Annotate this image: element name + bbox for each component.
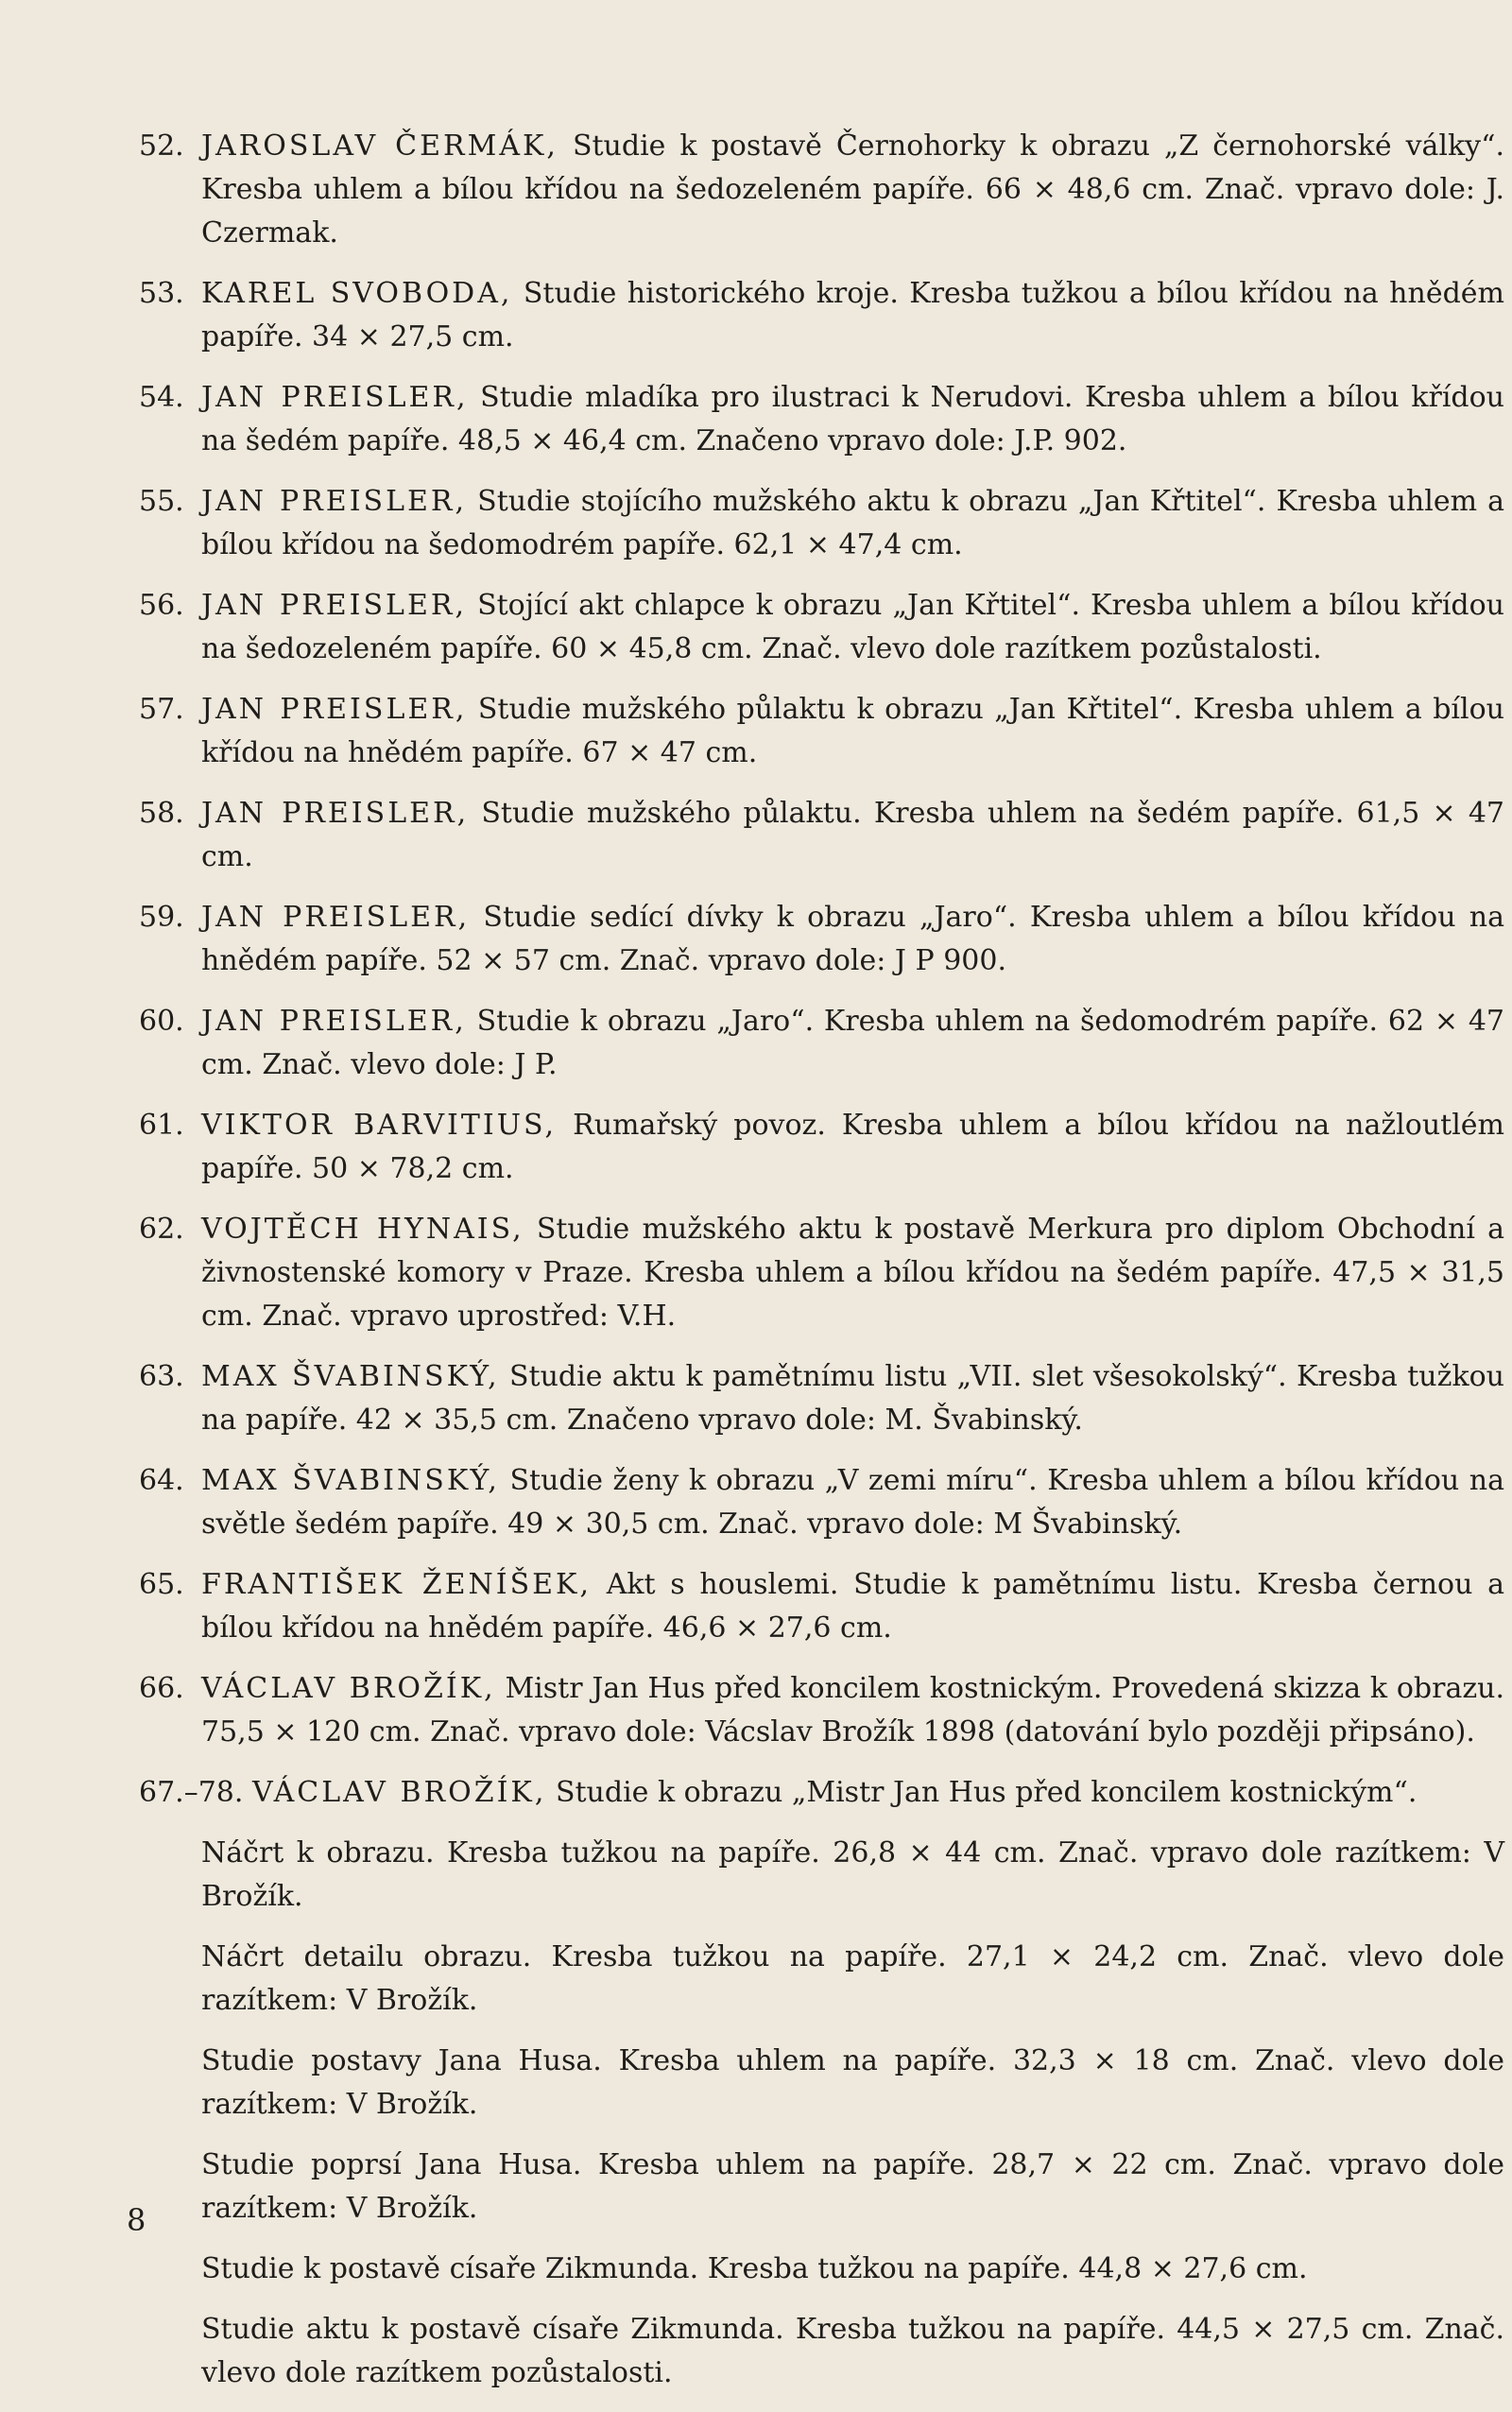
catalog-entry bbox=[139, 1355, 1504, 1442]
entry-number: 58. bbox=[139, 797, 184, 830]
catalog-entry bbox=[139, 1000, 1504, 1087]
entry-author: VOJTĚCH HYNAIS, bbox=[201, 1213, 524, 1246]
entry-number: 57. bbox=[139, 693, 184, 726]
entry-number: 53. bbox=[139, 277, 184, 310]
sub-item: Náčrt detailu obrazu. Kresba tužkou na papíře. 27,1 × 24,2 cm. Znač. vlevo dole razítkem: V Brožík. bbox=[201, 1940, 1504, 2017]
entry-number: 52. bbox=[139, 129, 184, 163]
catalog-entry bbox=[139, 584, 1504, 671]
entry-description: Rumařský povoz. Kresba uhlem a bílou křídou na nažloutlém papíře. 50 × 78,2 cm. bbox=[201, 1109, 1504, 1185]
entry-author: JAN PREISLER, bbox=[201, 1005, 467, 1038]
catalog-entry-range bbox=[139, 1771, 1504, 1815]
catalog-entry bbox=[139, 1208, 1504, 1338]
entry-author: JAN PREISLER, bbox=[201, 381, 469, 414]
entry-author: VIKTOR BARVITIUS, bbox=[201, 1109, 558, 1142]
catalog-entry bbox=[139, 272, 1504, 359]
entry-number: 62. bbox=[139, 1213, 184, 1246]
entry-author: JAN PREISLER, bbox=[201, 693, 468, 726]
catalog-entry bbox=[139, 125, 1504, 255]
catalog-list bbox=[139, 125, 1504, 2412]
entry-author: MAX ŠVABINSKÝ, bbox=[201, 1464, 500, 1497]
entry-description: Studie mužského půlaktu k obrazu „Jan Křtitel“. Kresba uhlem a bílou křídou na hnědém papíře. 67 × 47 cm. bbox=[201, 693, 1504, 769]
entry-number: 64. bbox=[139, 1464, 184, 1497]
entry-description: Studie historického kroje. Kresba tužkou a bílou křídou na hnědém papíře. 34 × 27,5 cm. bbox=[201, 277, 1504, 353]
entry-author: JAROSLAV ČERMÁK, bbox=[201, 129, 558, 163]
entry-description: Studie mužského aktu k postavě Merkura pro diplom Obchodní a živnostenské komory v Praze. Kresba uhlem a bílou křídou na šedém papíře. 47,5 × 31,5 cm. Znač. vpravo uprostřed: V.H. bbox=[201, 1213, 1504, 1333]
entry-description: Studie mladíka pro ilustraci k Nerudovi. Kresba uhlem a bílou křídou na šedém papíře. 48,5 × 46,4 cm. Značeno vpravo dole: J.P. 902. bbox=[201, 381, 1505, 457]
entry-description: Studie k obrazu „Jaro“. Kresba uhlem na šedomodrém papíře. 62 × 47 cm. Znač. vlevo dole: J P. bbox=[201, 1005, 1505, 1081]
entry-description: Studie mužského půlaktu. Kresba uhlem na šedém papíře. 61,5 × 47 cm. bbox=[201, 797, 1505, 873]
catalog-entry bbox=[139, 1104, 1504, 1191]
entry-description: Studie aktu k pamětnímu listu „VII. slet všesokolský“. Kresba tužkou na papíře. 42 × 35,5 cm. Značeno vpravo dole: M. Švabinský. bbox=[201, 1360, 1504, 1437]
entry-number: 55. bbox=[139, 485, 184, 518]
sub-item: Náčrt k obrazu. Kresba tužkou na papíře. 26,8 × 44 cm. Znač. vpravo dole razítkem: V Brožík. bbox=[201, 1836, 1504, 1913]
entry-description: Mistr Jan Hus před koncilem kostnickým. Provedená skizza k obrazu. 75,5 × 120 cm. Znač. vpravo dole: Vácslav Brožík 1898 (datování bylo později připsáno). bbox=[201, 1672, 1504, 1749]
entry-author: JAN PREISLER, bbox=[201, 589, 468, 622]
sub-item: Studie k postavě císaře Zikmunda. Kresba tužkou na papíře. 44,8 × 27,6 cm. bbox=[201, 2252, 1308, 2285]
entry-description: Studie sedící dívky k obrazu „Jaro“. Kresba uhlem a bílou křídou na hnědém papíře. 52 × 57 cm. Znač. vpravo dole: J P 900. bbox=[201, 901, 1504, 977]
entry-author: FRANTIŠEK ŽENÍŠEK, bbox=[201, 1568, 592, 1601]
page-number: 8 bbox=[127, 2202, 146, 2238]
catalog-entry bbox=[139, 480, 1504, 567]
entry-number: 63. bbox=[139, 1360, 184, 1393]
entry-number: 56. bbox=[139, 589, 184, 622]
entry-author: JAN PREISLER, bbox=[201, 901, 471, 934]
catalog-entry bbox=[139, 1563, 1504, 1650]
entry-author: JAN PREISLER, bbox=[201, 797, 470, 830]
entry-number: 66. bbox=[139, 1672, 184, 1705]
catalog-entry bbox=[139, 376, 1504, 463]
entry-author: MAX ŠVABINSKÝ, bbox=[201, 1360, 500, 1393]
catalog-entry bbox=[139, 896, 1504, 983]
catalog-entry bbox=[139, 1667, 1504, 1754]
entry-description: Stojící akt chlapce k obrazu „Jan Křtitel“. Kresba uhlem a bílou křídou na šedozeleném papíře. 60 × 45,8 cm. Znač. vlevo dole razítkem pozůstalosti. bbox=[201, 589, 1505, 665]
entry-author: JAN PREISLER, bbox=[201, 485, 468, 518]
entry-description: Studie k obrazu „Mistr Jan Hus před koncilem kostnickým“. bbox=[555, 1776, 1418, 1809]
entry-number: 59. bbox=[139, 901, 184, 934]
catalog-entry bbox=[139, 792, 1504, 879]
catalog-entry bbox=[139, 1459, 1504, 1546]
entry-description: Akt s houslemi. Studie k pamětnímu listu. Kresba černou a bílou křídou na hnědém papíře. 46,6 × 27,6 cm. bbox=[201, 1568, 1504, 1645]
sub-item: Studie aktu k postavě císaře Zikmunda. Kresba tužkou na papíře. 44,5 × 27,5 cm. Znač. vlevo dole razítkem pozůstalosti. bbox=[201, 2313, 1504, 2389]
entry-description: Studie k postavě Černohorky k obrazu „Z černohorské války“. Kresba uhlem a bílou křídou na šedozeleném papíře. 66 × 48,6 cm. Znač. vpravo dole: J. Czermak. bbox=[201, 129, 1504, 250]
entry-description: Studie ženy k obrazu „V zemi míru“. Kresba uhlem a bílou křídou na světle šedém papíře. 49 × 30,5 cm. Znač. vpravo dole: M Švabinský. bbox=[201, 1464, 1504, 1541]
entry-author: VÁCLAV BROŽÍK, bbox=[251, 1776, 547, 1809]
entry-number: 61. bbox=[139, 1109, 184, 1142]
entry-number: 65. bbox=[139, 1568, 184, 1601]
entry-author: KAREL SVOBODA, bbox=[201, 277, 513, 310]
entry-number: 54. bbox=[139, 381, 184, 414]
sub-item: Studie poprsí Jana Husa. Kresba uhlem na papíře. 28,7 × 22 cm. Znač. vpravo dole razítkem: V Brožík. bbox=[201, 2148, 1504, 2225]
entry-number: 67.–78. bbox=[139, 1776, 244, 1809]
sub-item: Studie postavy Jana Husa. Kresba uhlem na papíře. 32,3 × 18 cm. Znač. vlevo dole razítkem: V Brožík. bbox=[201, 2044, 1504, 2121]
entry-author: VÁCLAV BROŽÍK, bbox=[201, 1672, 496, 1705]
catalog-entry bbox=[139, 688, 1504, 775]
entry-description: Studie stojícího mužského aktu k obrazu „Jan Křtitel“. Kresba uhlem a bílou křídou na šedomodrém papíře. 62,1 × 47,4 cm. bbox=[201, 485, 1505, 561]
entry-number: 60. bbox=[139, 1005, 184, 1038]
